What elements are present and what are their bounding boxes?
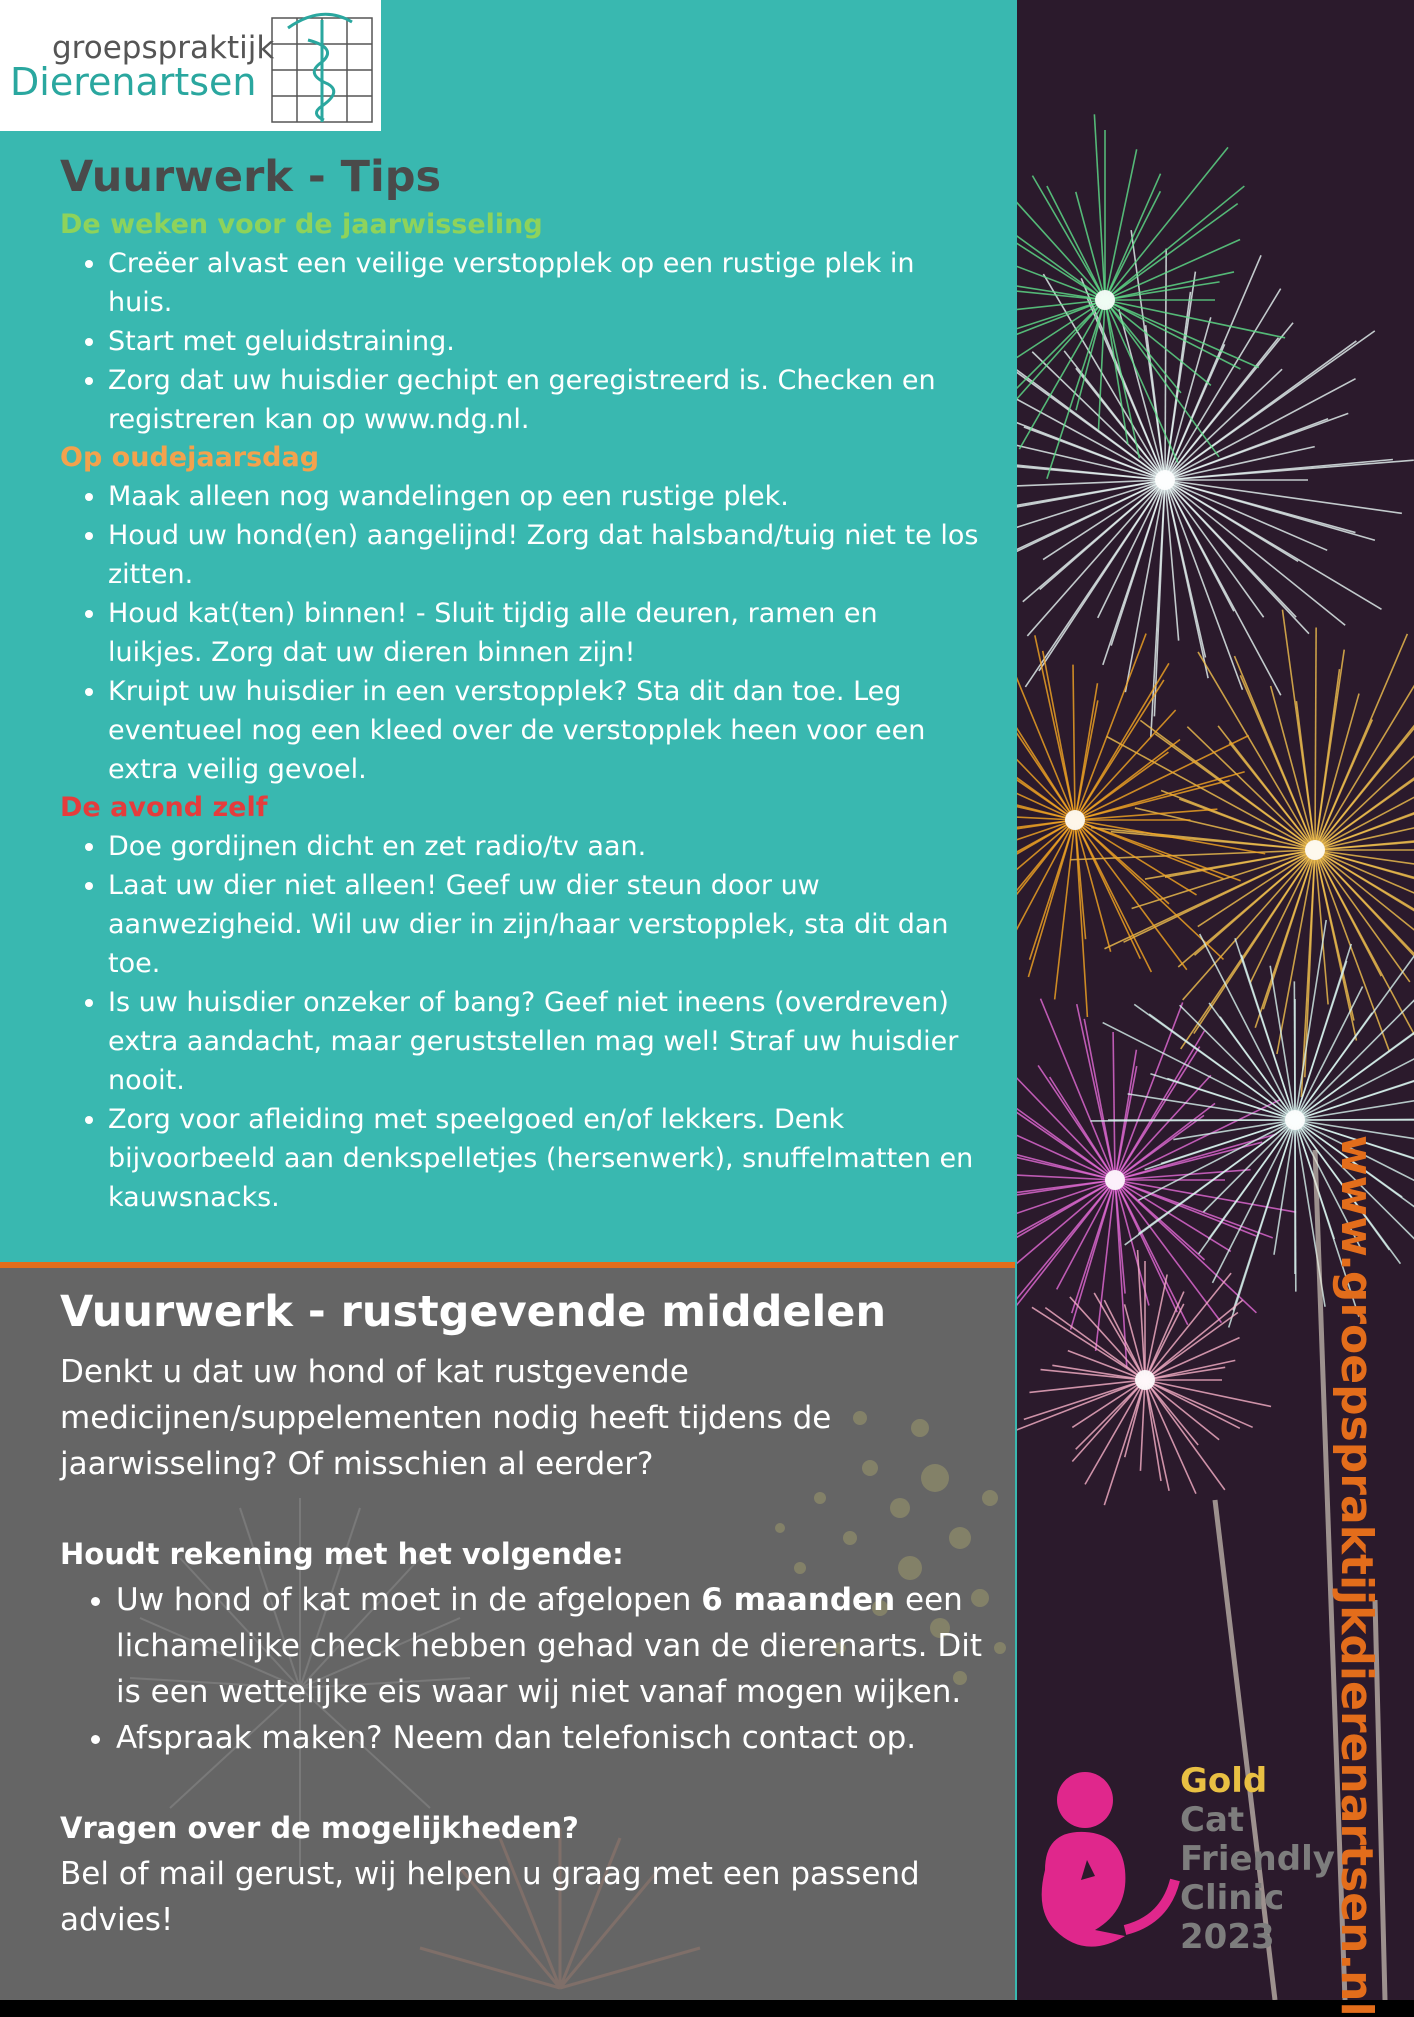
section-heading-avond: De avond zelf <box>60 792 268 823</box>
firework-spark <box>1015 300 1105 372</box>
firework-spark <box>1015 300 1105 368</box>
firework-spark <box>1070 850 1315 860</box>
panel-border <box>1015 0 1017 2000</box>
firework-spark <box>1055 820 1075 999</box>
firework-spark <box>1015 480 1165 490</box>
list-item: • Houd uw hond(en) aangelijnd! Zorg dat halsband/tuig niet te los zitten. <box>108 516 980 594</box>
firework-spark <box>1015 709 1075 820</box>
firework-spark <box>1145 1380 1196 1494</box>
firework-spark <box>1250 850 1315 983</box>
caduceus-grid-icon <box>268 10 376 126</box>
firework-spark <box>1271 686 1315 850</box>
list-item: • Doe gordijnen dicht en zet radio/tv aan. <box>108 827 980 866</box>
firework-spark <box>1105 300 1178 462</box>
firework-spark <box>1113 1032 1115 1180</box>
firework-spark <box>1220 1017 1295 1120</box>
firework-spark <box>1315 694 1359 850</box>
firework-spark <box>1315 707 1414 850</box>
middelen-content <box>60 1283 1000 1943</box>
firework-spark <box>1015 258 1105 300</box>
logo-line2: Dierenartsen <box>10 60 257 104</box>
firework-core <box>1305 840 1325 860</box>
firework-spark <box>1015 700 1075 820</box>
website-url[interactable]: www.groepspraktijkdierenartsen.nl <box>1331 1135 1382 2017</box>
firework-spark <box>1165 480 1281 695</box>
list-item: • Houd kat(ten) binnen! - Sluit tijdig alle deuren, ramen en luikjes. Zorg dat uw dieren binnen zijn! <box>108 594 980 672</box>
firework-spark <box>1167 1079 1295 1120</box>
firework-spark <box>1145 1380 1161 1481</box>
middelen-intro: Denkt u dat uw hond of kat rustgevende medicijnen/suppelementen nodig heeft tijdens de jaarwisseling? Of misschien al eerder? <box>60 1354 832 1482</box>
firework-spark <box>1015 1180 1115 1320</box>
firework-spark <box>1015 345 1165 480</box>
firework-spark <box>1039 480 1165 671</box>
firework-spark <box>1045 1308 1145 1380</box>
firework-core <box>1065 810 1085 830</box>
firework-spark <box>1111 832 1315 850</box>
firework-spark <box>1043 480 1165 560</box>
firework-spark <box>1015 1069 1115 1180</box>
item-text: Uw hond of kat moet in de afgelopen <box>116 1582 702 1618</box>
firework-spark <box>1295 1026 1414 1120</box>
middelen-title: Vuurwerk - rustgevende middelen <box>60 1287 887 1337</box>
firework-spark <box>1073 665 1075 820</box>
firework-core <box>1105 1170 1125 1190</box>
firework-spark <box>1145 1380 1253 1427</box>
badge-line3: Clinic <box>1180 1878 1285 1918</box>
firework-spark <box>1032 176 1105 300</box>
firework-spark <box>1105 174 1161 300</box>
list-item: • Maak alleen nog wandelingen op een rustige plek. <box>108 477 980 516</box>
firework-spark <box>1187 727 1315 850</box>
firework-spark <box>1198 850 1315 927</box>
firework-spark <box>1105 300 1128 444</box>
firework-spark <box>1027 480 1165 636</box>
badge-line1: Cat <box>1180 1800 1245 1840</box>
firework-spark <box>1315 666 1414 850</box>
firework-spark <box>1047 186 1105 300</box>
logo-line1: groepspraktijk <box>52 30 275 66</box>
firework-spark <box>1203 1120 1295 1212</box>
firework-spark <box>1165 480 1205 657</box>
firework-spark <box>1315 850 1414 918</box>
firework-spark <box>1094 1293 1145 1380</box>
firework-spark <box>1075 752 1168 820</box>
firework-spark <box>1096 1180 1115 1351</box>
firework-spark <box>1149 1014 1295 1120</box>
list-item: • Is uw huisdier onzeker of bang? Geef niet ineens (overdreven) extra aandacht, maar geruststellen mag wel! Straf uw huisdier nooit. <box>108 983 980 1100</box>
firework-core <box>1095 290 1115 310</box>
middelen-advice: Bel of mail gerust, wij helpen u graag met een passend advies! <box>60 1856 920 1938</box>
firework-spark <box>1165 480 1355 533</box>
middelen-subheading: Houdt rekening met het volgende: <box>60 1537 624 1571</box>
firework-spark <box>1145 1380 1240 1428</box>
firework-spark <box>1115 1115 1204 1180</box>
list-item: • Start met geluidstraining. <box>108 322 980 361</box>
tips-list-weeks <box>60 244 980 439</box>
firework-spark <box>1105 282 1220 300</box>
firework-spark <box>1104 1300 1145 1380</box>
firework-spark <box>1161 1120 1295 1164</box>
firework-spark <box>1315 699 1414 850</box>
firework-spark <box>1015 1180 1115 1245</box>
badge-gold: Gold <box>1180 1761 1268 1801</box>
firework-spark <box>1165 249 1166 480</box>
firework-core <box>1135 1370 1155 1390</box>
firework-spark <box>1315 628 1316 850</box>
tips-list-oudejaarsdag <box>60 477 980 789</box>
firework-spark <box>1233 1120 1295 1310</box>
firework-spark <box>1015 704 1075 820</box>
firework-spark <box>1295 1119 1414 1120</box>
firework-spark <box>1075 820 1087 1017</box>
firework-spark <box>1105 239 1240 300</box>
badge-year: 2023 <box>1180 1917 1275 1957</box>
badge-line2: Friendly <box>1180 1839 1335 1879</box>
clinic-logo <box>0 0 381 131</box>
tips-content <box>60 148 980 1217</box>
middelen-list <box>60 1577 1000 1761</box>
badge-text <box>1180 1762 1335 1957</box>
firework-spark <box>1124 850 1315 942</box>
firework-spark <box>1015 480 1165 541</box>
tips-title: Vuurwerk - Tips <box>60 152 442 202</box>
firework-spark <box>1165 480 1382 609</box>
list-item <box>116 1577 1000 1715</box>
list-item: • Zorg dat uw huisdier gechipt en geregistreerd is. Checken en registreren kan op www.ndg.nl. <box>108 361 980 439</box>
firework-spark <box>1145 1304 1184 1380</box>
firework-spark <box>1104 1380 1145 1505</box>
item-text: een lichamelijke check hebben gehad van de dierenarts. Dit is een wettelijke eis waar wij niet vanaf mogen wijken. <box>116 1582 982 1710</box>
firework-spark <box>1145 1338 1240 1380</box>
firework-spark <box>1165 289 1281 480</box>
firework-spark <box>1165 369 1282 480</box>
firework-spark <box>1047 300 1105 479</box>
firework-core <box>1155 470 1175 490</box>
tips-list-avond <box>60 827 980 1217</box>
list-item: • Zorg voor afleiding met speelgoed en/of lekkers. Denk bijvoorbeeld aan denkspelletjes (hersenwerk), snuffelmatten en kauwsnacks. <box>108 1100 980 1217</box>
firework-spark <box>1098 480 1165 618</box>
firework-spark <box>1015 787 1075 820</box>
firework-spark <box>1094 114 1105 300</box>
firework-spark <box>1085 1380 1145 1484</box>
list-item: • Afspraak maken? Neem dan telefonisch contact op. <box>116 1715 1000 1761</box>
firework-spark <box>1165 480 1179 641</box>
firework-spark <box>1180 1005 1295 1120</box>
list-item: • Creëer alvast een veilige verstopplek op een rustige plek in huis. <box>108 244 980 322</box>
firework-spark <box>1138 1250 1145 1380</box>
firework-core <box>1285 1110 1305 1130</box>
section-heading-weeks: De weken voor de jaarwisseling <box>60 209 543 240</box>
list-item: • Laat uw dier niet alleen! Geef uw dier steun door uw aanwezigheid. Wil uw dier in zijn/haar verstopplek, sta dit dan toe. <box>108 866 980 983</box>
list-item: • Kruipt uw huisdier in een verstopplek? Sta dit dan toe. Leg eventueel nog een kleed over de verstopplek heen voor een extra veilig gevoel. <box>108 672 980 789</box>
middelen-question: Vragen over de mogelijkheden? <box>60 1811 579 1845</box>
firework-spark <box>1295 961 1347 1120</box>
item-emphasis: 6 maanden <box>701 1582 896 1618</box>
section-heading-oudejaarsdag: Op oudejaarsdag <box>60 442 320 473</box>
firework-spark <box>1105 191 1160 300</box>
firework-spark <box>1241 955 1295 1120</box>
firework-spark <box>1015 786 1075 820</box>
